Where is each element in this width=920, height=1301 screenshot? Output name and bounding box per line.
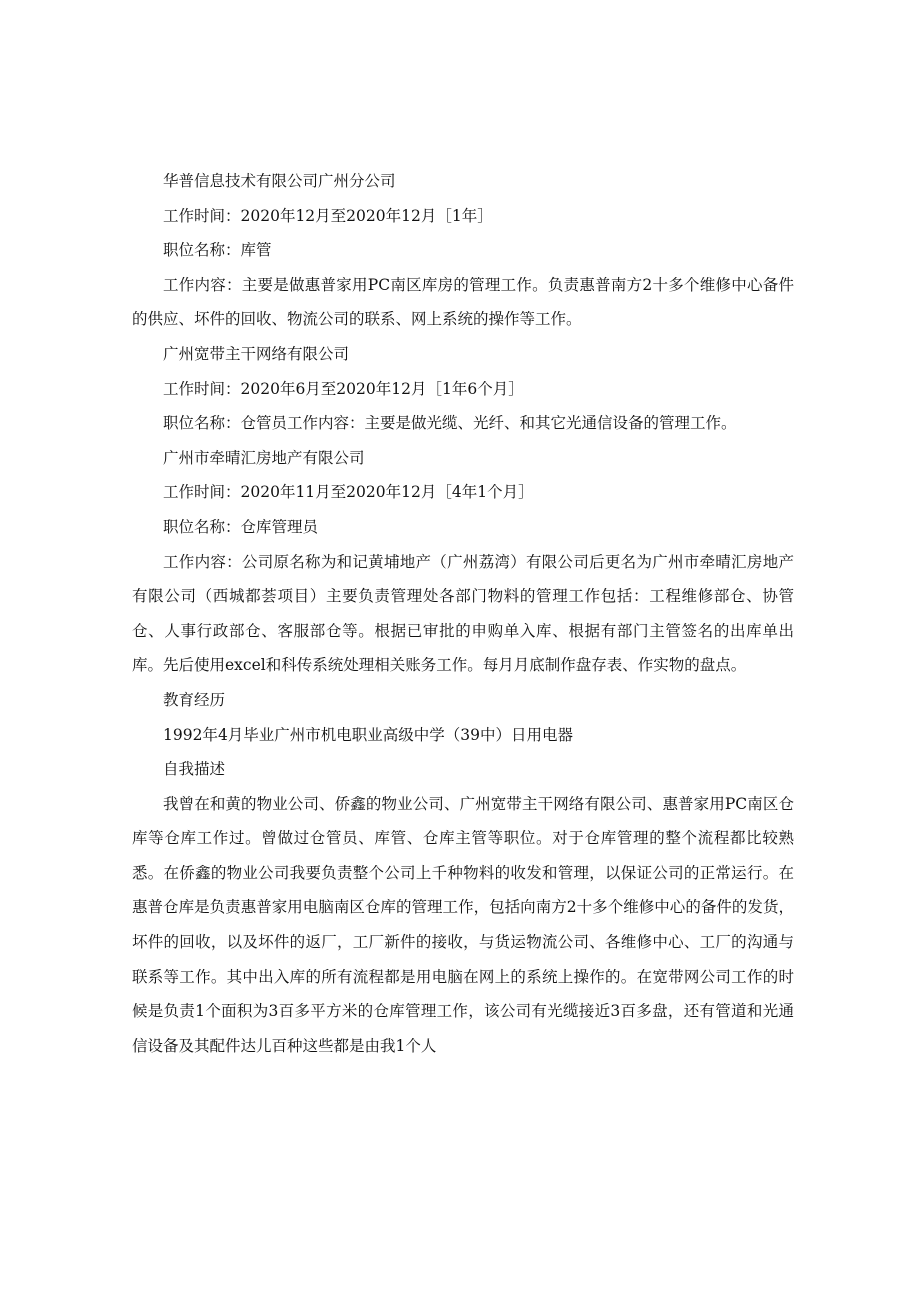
- job-description-1: 工作内容：主要是做惠普家用PC南区库房的管理工作。负责惠普南方2十多个维修中心备件的供应、坏件的回收、物流公司的联系、网上系统的操作等工作。: [132, 275, 794, 329]
- self-description-text: 我曾在和黄的物业公司、侨鑫的物业公司、广州宽带主干网络有限公司、惠普家用PC南区仓库等仓库工作过。曾做过仓管员、库管、仓库主管等职位。对于仓库管理的整个流程都比较熟悉。在侨鑫的物业公司我要负责整个公司上千种物料的收发和管理，以保证公司的正常运行。在惠普仓库是负责惠普家用电脑南区仓库的管理工作，包括向南方2十多个维修中心的备件的发货，坏件的回收，以及坏件的返厂，工厂新件的接收，与货运物流公司、各维修中心、工厂的沟通与联系等工作。其中出入库的所有流程都是用电脑在网上的系统上操作的。在宽带网公司工作的时候是负责1个面积为3百多平方米的仓库管理工作，该公司有光缆接近3百多盘，还有管道和光通信设备及其配件达儿百种这些都是由我1个人: [132, 794, 794, 1055]
- company-name-2: 广州宽带主干网络有限公司: [163, 344, 350, 363]
- education-heading: 教育经历: [163, 690, 226, 709]
- job-title-3: 职位名称：仓库管理员: [163, 517, 319, 536]
- work-period-2: 工作时间：2020年6月至2020年12月［1年6个月］: [163, 379, 524, 398]
- company-name-1: 华普信息技术有限公司广州分公司: [163, 172, 396, 190]
- company-name-3: 广州市牵晴汇房地产有限公司: [163, 448, 365, 467]
- resume-body: [132, 164, 794, 1063]
- work-period-1: 工作时间：2020年12月至2020年12月［1年］: [163, 206, 493, 225]
- job-description-3: 工作内容：公司原名称为和记黄埔地产（广州荔湾）有限公司后更名为广州市牵晴汇房地产有限公司（西城都荟项目）主要负责管理处各部门物料的管理工作包括：工程维修部仓、协管仓、人事行政部仓、客服部仓等。根据已审批的申购单入库、根据有部门主管签名的出库单出库。先后使用excel和科传系统处理相关账务工作。每月月底制作盘存表、作实物的盘点。: [132, 552, 794, 675]
- job-title-and-description-2: 职位名称：仓管员工作内容：主要是做光缆、光纤、和其它光通信设备的管理工作。: [163, 414, 737, 433]
- job-title-1: 职位名称：库管: [163, 241, 272, 260]
- self-description-heading: 自我描述: [163, 760, 226, 779]
- education-entry: 1992年4月毕业广州市机电职业高级中学（39中）日用电器: [163, 725, 574, 744]
- work-period-3: 工作时间：2020年11月至2020年12月［4年1个月］: [163, 483, 534, 502]
